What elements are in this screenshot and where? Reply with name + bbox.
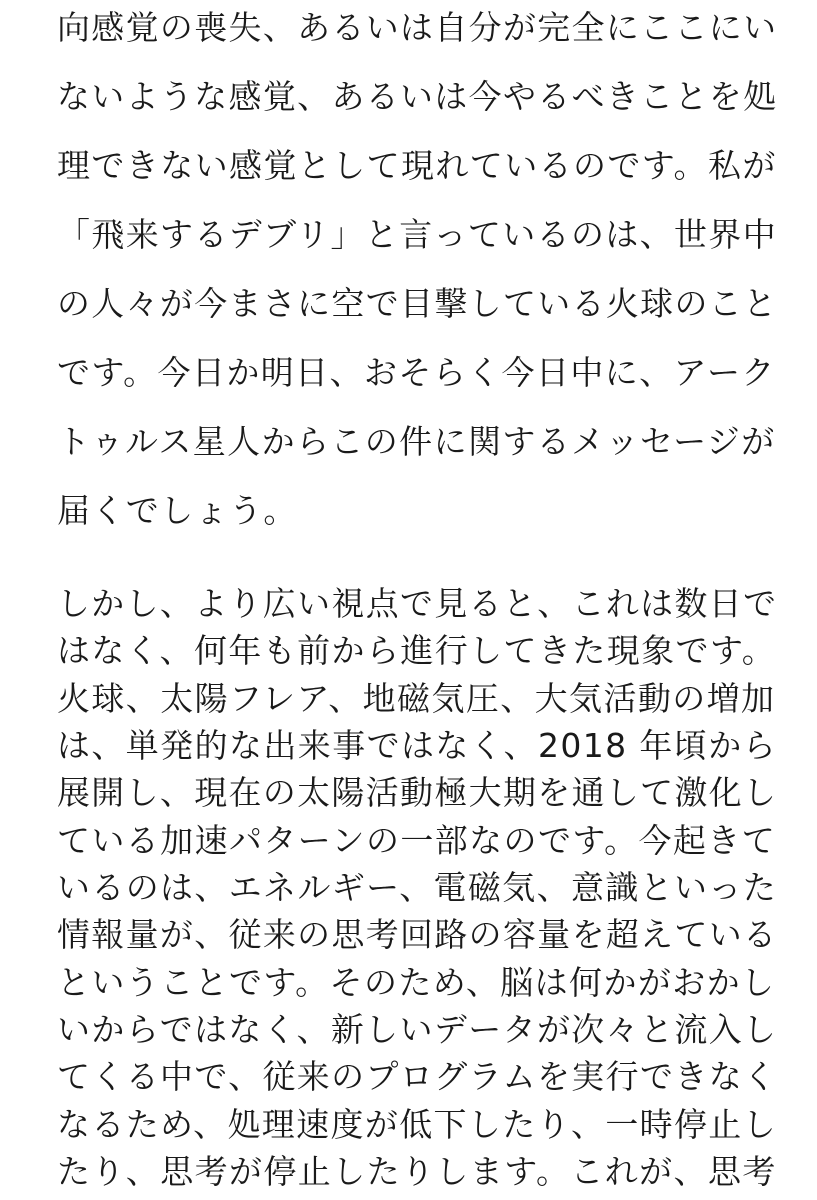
text-line: 情報量が、従来の思考回路の容量を超えている [57,915,778,954]
text-line: ないような感覚、あるいは今やるべきことを処 [57,77,778,116]
text-line: は、単発的な出来事ではなく、2018 年頃から [57,726,778,765]
text-line: いるのは、エネルギー、電磁気、意識といった [57,868,778,907]
text-line: 火球、太陽フレア、地磁気圧、大気活動の増加 [57,679,776,718]
text-line: ている加速パターンの一部なのです。今起きて [57,821,777,860]
text-line: てくる中で、従来のプログラムを実行できなく [57,1057,778,1096]
text-line: の人々が今まさに空で目撃している火球のこと [57,284,778,323]
text-line: いからではなく、新しいデータが次々と流入し [57,1010,778,1049]
text-line: 「飛来するデブリ」と言っているのは、世界中 [57,215,778,254]
text-line: なるため、処理速度が低下したり、一時停止し [57,1105,778,1144]
text-line: 理できない感覚として現れているのです。私が [57,146,777,185]
text-line: 向感覚の喪失、あるいは自分が完全にここにい [57,8,778,47]
text-line: しかし、より広い視点で見ると、これは数日で [57,584,778,623]
text-line: 届くでしょう。 [57,491,298,530]
text-line: 展開し、現在の太陽活動極大期を通して激化し [57,773,778,812]
text-line: トゥルス星人からこの件に関するメッセージが [57,422,776,461]
text-line: です。今日か明日、おそらく今日中に、アーク [57,353,776,392]
text-line: ということです。そのため、脳は何かがおかし [57,963,776,1002]
text-line: たり、思考が停止したりします。これが、思考 [57,1152,777,1191]
text-line: はなく、何年も前から進行してきた現象です。 [57,631,777,670]
